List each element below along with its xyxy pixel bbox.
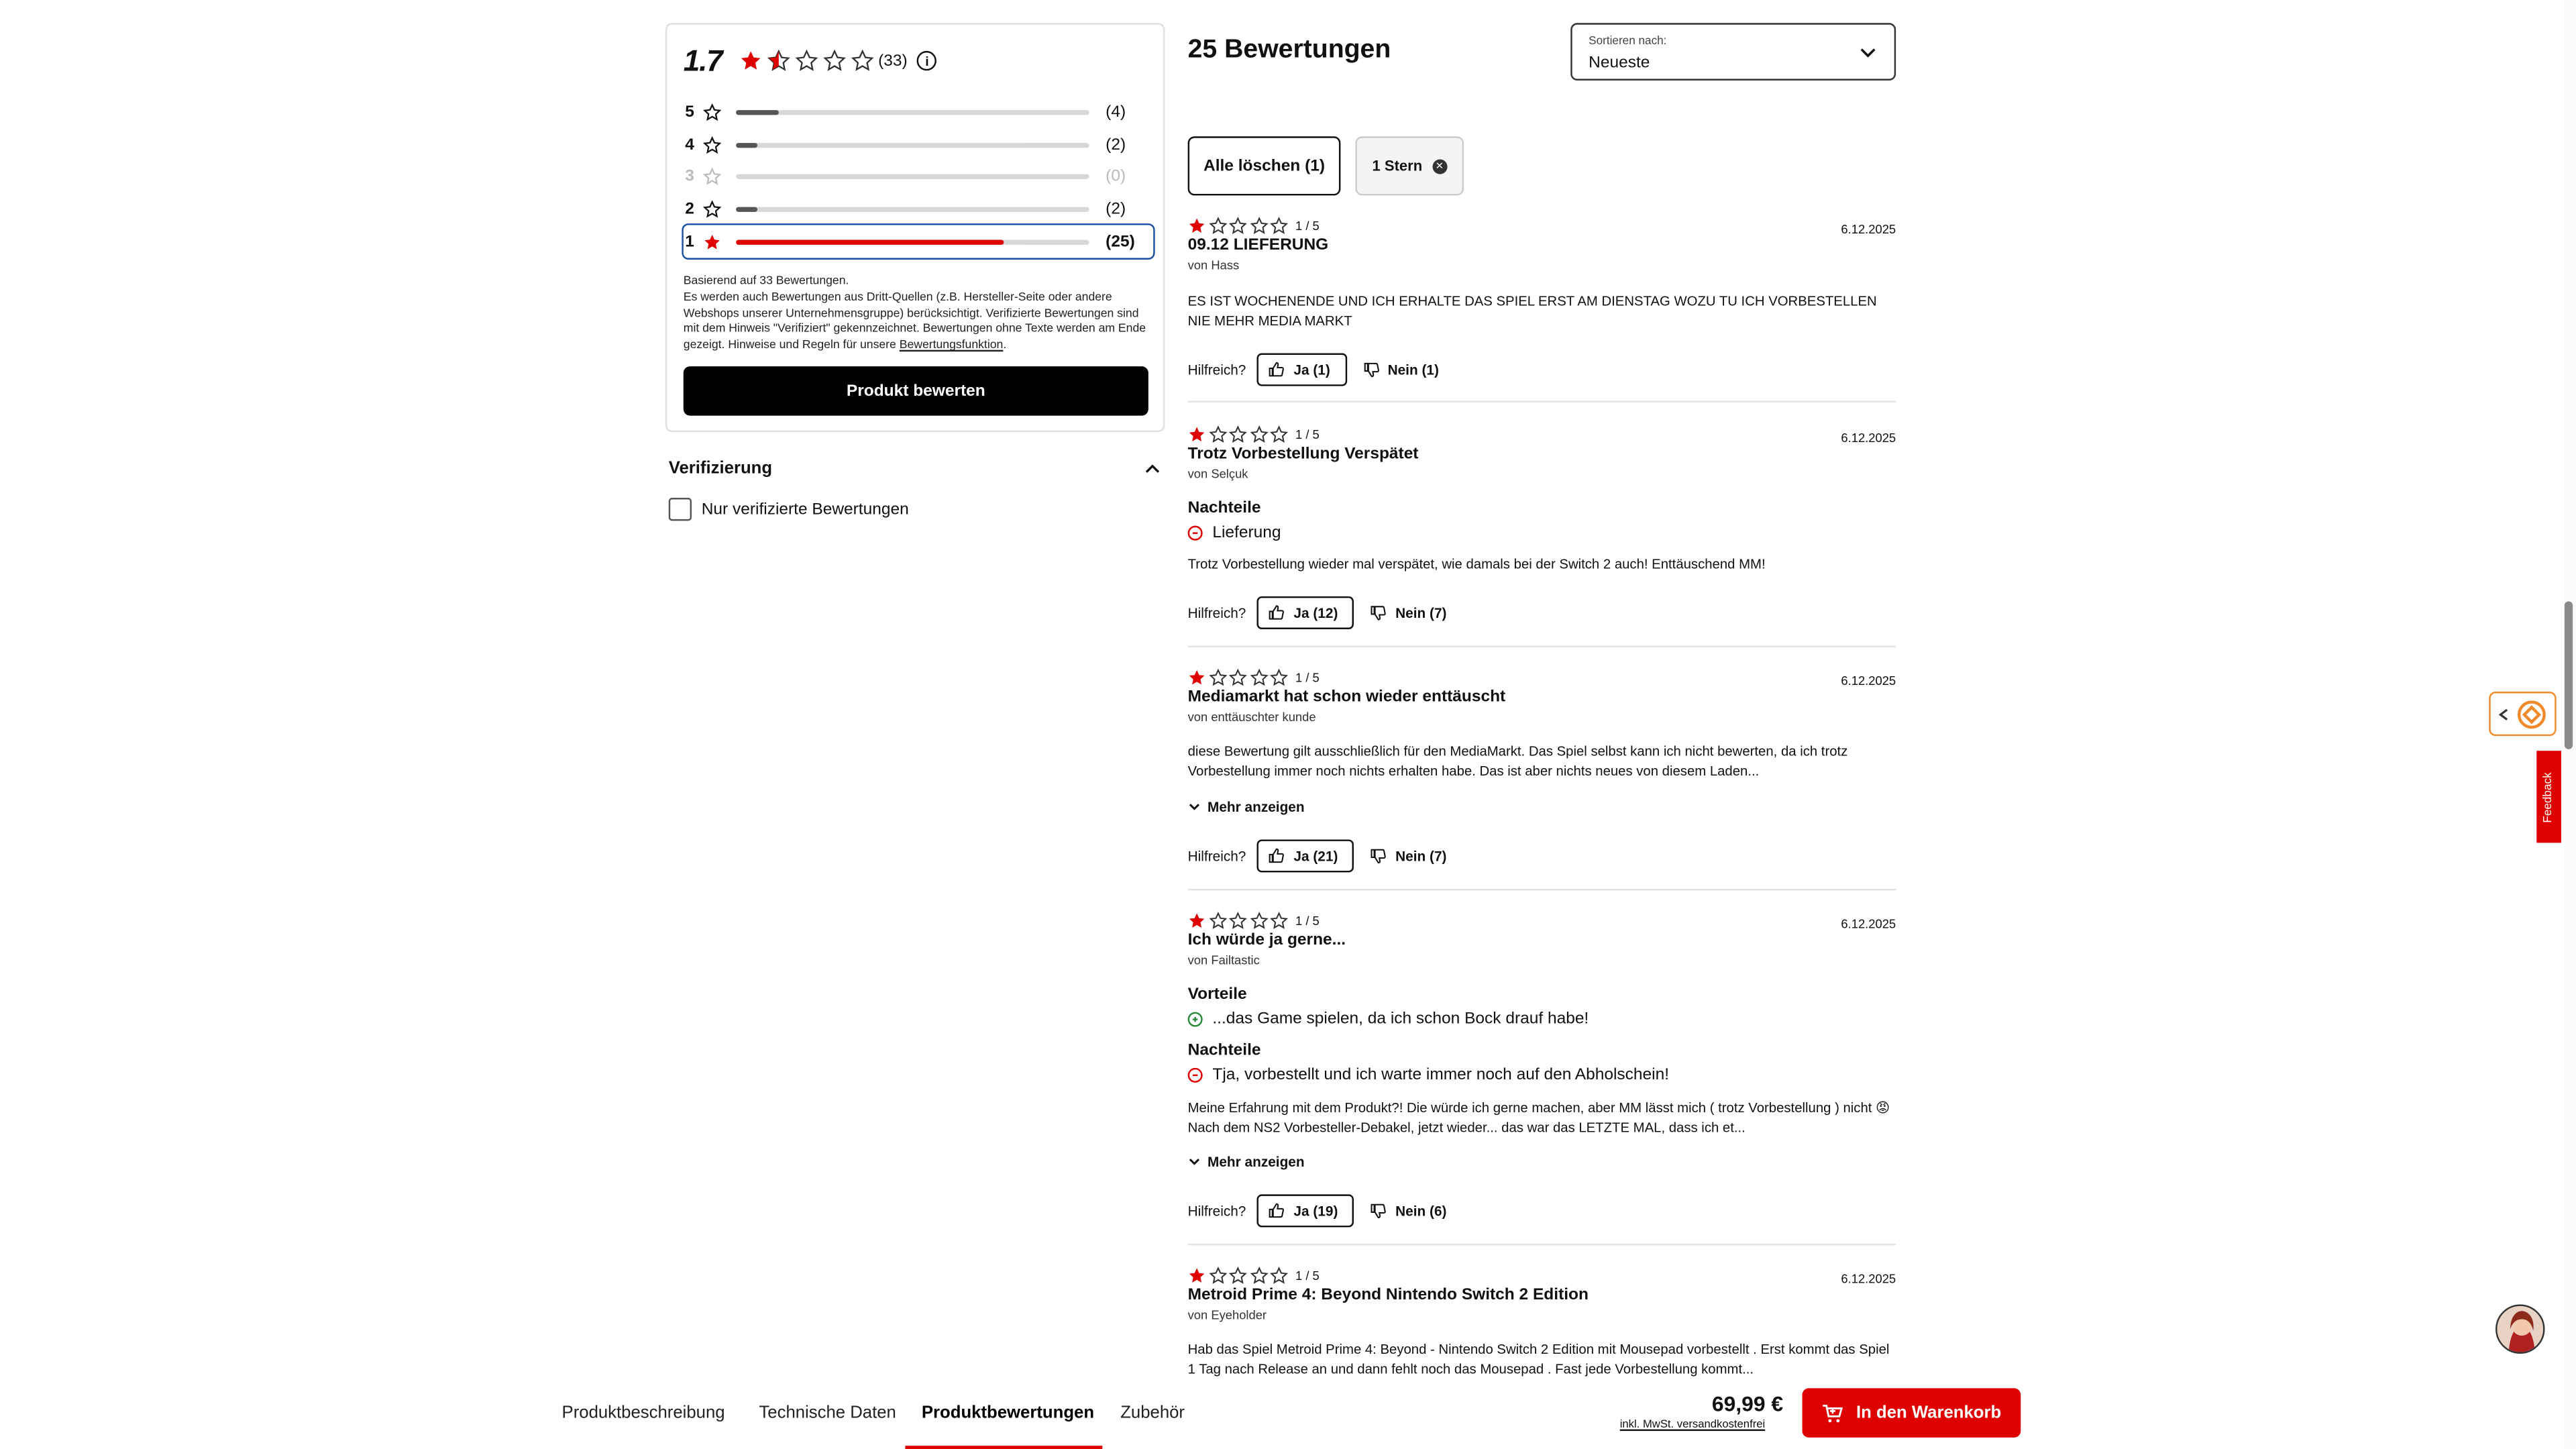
distribution-row-1-selected[interactable]: [684, 225, 1153, 258]
review-item: [1188, 912, 1896, 1232]
distribution-row-4[interactable]: [684, 129, 1153, 161]
star-empty-icon: [1229, 1267, 1247, 1285]
review-author: von Eyeholder: [1187, 1307, 1267, 1323]
review-item: [1188, 217, 1896, 397]
average-rating: 1.7: [683, 43, 722, 76]
helpful-no-label: Nein (6): [1395, 1202, 1447, 1220]
review-title: Trotz Vorbestellung Verspätet: [1187, 445, 1419, 464]
review-item: [1188, 669, 1896, 882]
close-icon[interactable]: ✕: [1432, 158, 1447, 173]
star-empty-icon: [703, 201, 721, 219]
helpful-no-button[interactable]: [1371, 848, 1446, 864]
helpful-label: Hilfreich?: [1187, 361, 1246, 378]
star-empty-icon: [1270, 912, 1288, 930]
helpful-no-button[interactable]: [1363, 362, 1439, 378]
helpful-yes-button[interactable]: [1258, 1194, 1354, 1227]
star-empty-icon: [1208, 912, 1226, 930]
average-stars: [739, 49, 878, 72]
distribution-count: (2): [1106, 200, 1126, 219]
distribution-count: (0): [1106, 168, 1126, 186]
review-body: Hab das Spiel Metroid Prime 4: Beyond - Nintendo Switch 2 Edition mit Mousepad vorbestellt . Erst kommt das Spiel 1 Tag nach Release an und dann fehlt noch das Mousepad . Fast jede Vorbestellung kommt...: [1187, 1340, 1890, 1377]
star-empty-icon: [1249, 912, 1267, 930]
star-empty-icon: [1208, 425, 1226, 443]
thumbs-down-icon: [1371, 848, 1387, 864]
review-stars: [1188, 912, 1320, 930]
review-date: 6.12.2025: [1841, 430, 1896, 445]
star-empty-icon: [1249, 217, 1267, 235]
cons-text: Lieferung: [1212, 524, 1281, 543]
note-text: Es werden auch Bewertungen aus Dritt-Quellen (z.B. Hersteller-Seite oder andere Webshops unserer Unternehmensgruppe) berücksichtigt. Verifizierte Bewertungen sind mit dem Hinweis "Verifiziert" gekennzeichnet. Bewertungen ohne Texte werden am Ende gezeigt. Hinweise und Regeln für unsere: [683, 288, 1146, 352]
helpful-row: [1188, 354, 1439, 386]
scrollbar-thumb[interactable]: [2565, 601, 2573, 749]
distribution-row-5[interactable]: [684, 97, 1153, 129]
distribution-bar-fill: [736, 111, 778, 115]
review-date: 6.12.2025: [1841, 1271, 1896, 1287]
review-divider: [1188, 1244, 1896, 1245]
helpful-no-label: Nein (7): [1395, 847, 1447, 865]
star-empty-icon: [1249, 425, 1267, 443]
helpful-yes-label: Ja (1): [1293, 361, 1330, 378]
show-more-button[interactable]: [1188, 1153, 1305, 1169]
add-to-cart-label: In den Warenkorb: [1856, 1403, 2002, 1423]
chat-assistant-avatar[interactable]: [2496, 1305, 2544, 1354]
helpful-label: Hilfreich?: [1187, 847, 1246, 865]
review-stars: [1188, 1267, 1320, 1285]
review-title: Metroid Prime 4: Beyond Nintendo Switch 2 Edition: [1187, 1286, 1589, 1305]
thumbs-down-icon: [1371, 1203, 1387, 1219]
star-full-icon: [1188, 425, 1206, 443]
distribution-bar: [736, 143, 1089, 148]
review-date: 6.12.2025: [1841, 916, 1896, 932]
review-title: Ich würde ja gerne...: [1187, 931, 1346, 950]
feedback-label: Feedback: [2543, 771, 2555, 822]
show-more-button[interactable]: [1188, 798, 1305, 814]
distribution-label: 4: [685, 136, 694, 154]
star-empty-icon: [1208, 669, 1226, 687]
star-empty-icon: [1229, 912, 1247, 930]
show-more-label: Mehr anzeigen: [1208, 1153, 1305, 1170]
cons-heading: Nachteile: [1187, 1041, 1261, 1060]
cons-item: [1188, 1066, 1669, 1084]
helpful-row: [1188, 1194, 1447, 1227]
cons-heading: Nachteile: [1187, 499, 1261, 518]
rate-product-button[interactable]: Produkt bewerten: [684, 366, 1148, 415]
helpful-yes-label: Ja (19): [1293, 1202, 1338, 1220]
helpful-yes-button[interactable]: [1258, 596, 1354, 629]
star-empty-icon: [850, 49, 873, 72]
review-stars: [1188, 669, 1320, 687]
review-title: Mediamarkt hat schon wieder enttäuscht: [1187, 688, 1506, 707]
review-score: 1 / 5: [1295, 1268, 1320, 1283]
review-author: von Selçuk: [1187, 466, 1248, 482]
review-stars: [1188, 425, 1320, 443]
thumbs-up-icon: [1269, 604, 1285, 621]
distribution-bar-fill: [736, 143, 757, 148]
rating-distribution: [684, 97, 1153, 258]
star-empty-icon: [1270, 217, 1288, 235]
review-date: 6.12.2025: [1841, 221, 1896, 237]
plus-circle-icon: [1188, 1012, 1203, 1027]
note-line1: Basierend auf 33 Bewertungen.: [683, 272, 849, 288]
distribution-label: 2: [685, 200, 694, 219]
distribution-row-3: [684, 161, 1153, 193]
thumbs-up-icon: [1269, 362, 1285, 378]
chevron-down-icon: [1188, 800, 1201, 814]
rating-note: [684, 273, 1150, 354]
feedback-tab[interactable]: [2536, 751, 2561, 843]
distribution-count: (25): [1106, 232, 1135, 251]
reviews-title: 25 Bewertungen: [1187, 36, 1391, 64]
star-empty-icon: [1270, 669, 1288, 687]
verification-heading: Verifizierung: [668, 458, 773, 478]
distribution-count: (2): [1106, 136, 1126, 154]
verification-toggle[interactable]: [669, 458, 1162, 478]
show-more-label: Mehr anzeigen: [1208, 798, 1305, 815]
sort-select[interactable]: [1570, 23, 1896, 80]
clear-all-filters-button[interactable]: Alle löschen (1): [1188, 136, 1341, 195]
star-empty-icon: [1229, 217, 1247, 235]
helpful-row: [1188, 839, 1447, 872]
star-full-icon: [1188, 1267, 1206, 1285]
star-empty-icon: [703, 136, 721, 154]
tab-product-description[interactable]: Produktbeschreibung: [561, 1403, 725, 1423]
review-score: 1 / 5: [1295, 670, 1320, 686]
review-item: [1188, 1267, 1896, 1377]
review-score: 1 / 5: [1295, 218, 1320, 233]
star-empty-icon: [1208, 1267, 1226, 1285]
star-empty-icon: [1229, 669, 1247, 687]
sort-label: Sortieren nach:: [1589, 36, 1667, 48]
review-body: diese Bewertung gilt ausschließlich für den MediaMarkt. Das Spiel selbst kann ich nicht bewerten, da ich trotz Vorbestellung immer noch nichts erhalten habe. Das ist aber nichts neues von diesem Laden...: [1187, 742, 1848, 779]
star-empty-icon: [1270, 1267, 1288, 1285]
thumbs-up-icon: [1269, 848, 1285, 864]
review-body: Meine Erfahrung mit dem Produkt?! Die würde ich gerne machen, aber MM lässt mich ( trotz Vorbestellung ) nicht 😡 Nach dem NS2 Vorbesteller-Debakel, jetzt wieder... das war das LETZTE MAL, dass ich et...: [1187, 1099, 1890, 1136]
distribution-bar-fill: [736, 207, 757, 212]
review-score: 1 / 5: [1295, 913, 1320, 928]
star-empty-icon: [822, 49, 845, 72]
distribution-label: 1: [685, 232, 694, 251]
filter-chip-1-star[interactable]: [1355, 136, 1464, 195]
assistant-portrait-icon: [2497, 1306, 2544, 1354]
star-empty-icon: [794, 49, 817, 72]
review-title: 09.12 LIEFERUNG: [1187, 236, 1329, 255]
star-empty-icon: [1270, 425, 1288, 443]
star-half-icon: [767, 49, 790, 72]
distribution-bar: [736, 207, 1089, 212]
star-empty-icon: [703, 168, 721, 186]
total-rating-count: (33): [878, 52, 908, 70]
helpful-no-label: Nein (1): [1387, 361, 1439, 378]
star-empty-icon: [1249, 669, 1267, 687]
star-full-icon: [1188, 912, 1206, 930]
product-price: 69,99 €: [1711, 1391, 1784, 1417]
sticky-bottom-bar: [0, 1377, 2576, 1449]
verified-only-checkbox[interactable]: [669, 498, 692, 521]
star-empty-icon: [1249, 1267, 1267, 1285]
side-widget-button[interactable]: [2489, 692, 2556, 736]
helpful-no-label: Nein (7): [1395, 604, 1447, 621]
note-end: .: [1003, 337, 1007, 352]
review-body: Trotz Vorbestellung wieder mal verspätet, wie damals bei der Switch 2 auch! Enttäuschend MM!: [1187, 555, 1766, 572]
diamond-logo-icon: [2517, 699, 2546, 729]
helpful-no-button[interactable]: [1371, 1203, 1446, 1219]
distribution-count: (4): [1106, 104, 1126, 122]
review-author: von Failtastic: [1187, 953, 1260, 968]
review-author: von enttäuschter kunde: [1187, 709, 1316, 725]
tab-technical-data[interactable]: Technische Daten: [759, 1403, 896, 1423]
star-empty-icon: [703, 104, 721, 122]
review-divider: [1188, 889, 1896, 890]
helpful-label: Hilfreich?: [1187, 604, 1246, 621]
rating-summary-card: [665, 23, 1165, 432]
distribution-label: 5: [685, 104, 694, 122]
price-note-link[interactable]: inkl. MwSt. versandkostenfrei: [1619, 1419, 1766, 1432]
chevron-down-icon: [1858, 43, 1878, 62]
star-empty-icon: [1208, 217, 1226, 235]
verified-only-label: Nur verifizierte Bewertungen: [701, 500, 909, 519]
minus-circle-icon: [1188, 1068, 1203, 1083]
cart-icon: [1822, 1402, 1843, 1424]
thumbs-up-icon: [1269, 1203, 1285, 1219]
tab-product-reviews[interactable]: Produktbewertungen: [921, 1403, 1095, 1423]
pros-text: ...das Game spielen, da ich schon Bock drauf habe!: [1212, 1010, 1589, 1029]
review-stars: [1188, 217, 1320, 235]
active-tab-indicator: [905, 1446, 1102, 1449]
helpful-yes-button[interactable]: [1258, 354, 1347, 386]
helpful-label: Hilfreich?: [1187, 1202, 1246, 1220]
review-divider: [1188, 401, 1896, 402]
chevron-down-icon: [1188, 1155, 1201, 1169]
helpful-yes-button[interactable]: [1258, 839, 1354, 872]
distribution-label: 3: [685, 168, 694, 186]
sort-value: Neueste: [1589, 54, 1650, 72]
rules-link[interactable]: Bewertungsfunktion: [899, 337, 1004, 352]
review-author: von Hass: [1187, 258, 1240, 273]
star-empty-icon: [1229, 425, 1247, 443]
helpful-row: [1188, 596, 1447, 629]
average-rating-row: [684, 44, 937, 77]
review-body: ES IST WOCHENENDE UND ICH ERHALTE DAS SPIEL ERST AM DIENSTAG WOZU TU ICH VORBESTELLEN NIE MEHR MEDIA MARKT: [1187, 292, 1877, 329]
pros-item: [1188, 1010, 1589, 1028]
verified-only-option[interactable]: [669, 498, 909, 521]
review-date: 6.12.2025: [1841, 674, 1896, 689]
star-full-icon: [1188, 669, 1206, 687]
star-full-icon: [1188, 217, 1206, 235]
review-score: 1 / 5: [1295, 427, 1320, 442]
add-to-cart-button[interactable]: [1803, 1388, 2021, 1437]
filter-chip-label: 1 Stern: [1372, 158, 1423, 174]
helpful-no-button[interactable]: [1371, 604, 1446, 621]
distribution-bar: [736, 175, 1089, 180]
minus-circle-icon: [1188, 526, 1203, 541]
cons-text: Tja, vorbestellt und ich warte immer noch auf den Abholschein!: [1212, 1066, 1670, 1085]
thumbs-down-icon: [1363, 362, 1379, 378]
helpful-yes-label: Ja (21): [1293, 847, 1338, 865]
chevron-left-icon: [2499, 707, 2509, 720]
tab-accessories[interactable]: Zubehör: [1120, 1403, 1185, 1423]
info-icon[interactable]: i: [917, 51, 936, 70]
star-full-icon: [739, 49, 761, 72]
star-full-icon: [703, 233, 721, 251]
distribution-row-2[interactable]: [684, 193, 1153, 225]
distribution-bar-fill: [736, 239, 1004, 244]
chevron-up-icon: [1144, 459, 1162, 477]
cons-item: [1188, 524, 1281, 542]
distribution-bar: [736, 239, 1089, 244]
review-item: [1188, 425, 1896, 639]
pros-heading: Vorteile: [1187, 985, 1247, 1004]
thumbs-down-icon: [1371, 604, 1387, 621]
distribution-bar: [736, 111, 1089, 115]
review-divider: [1188, 645, 1896, 647]
helpful-yes-label: Ja (12): [1293, 604, 1338, 621]
